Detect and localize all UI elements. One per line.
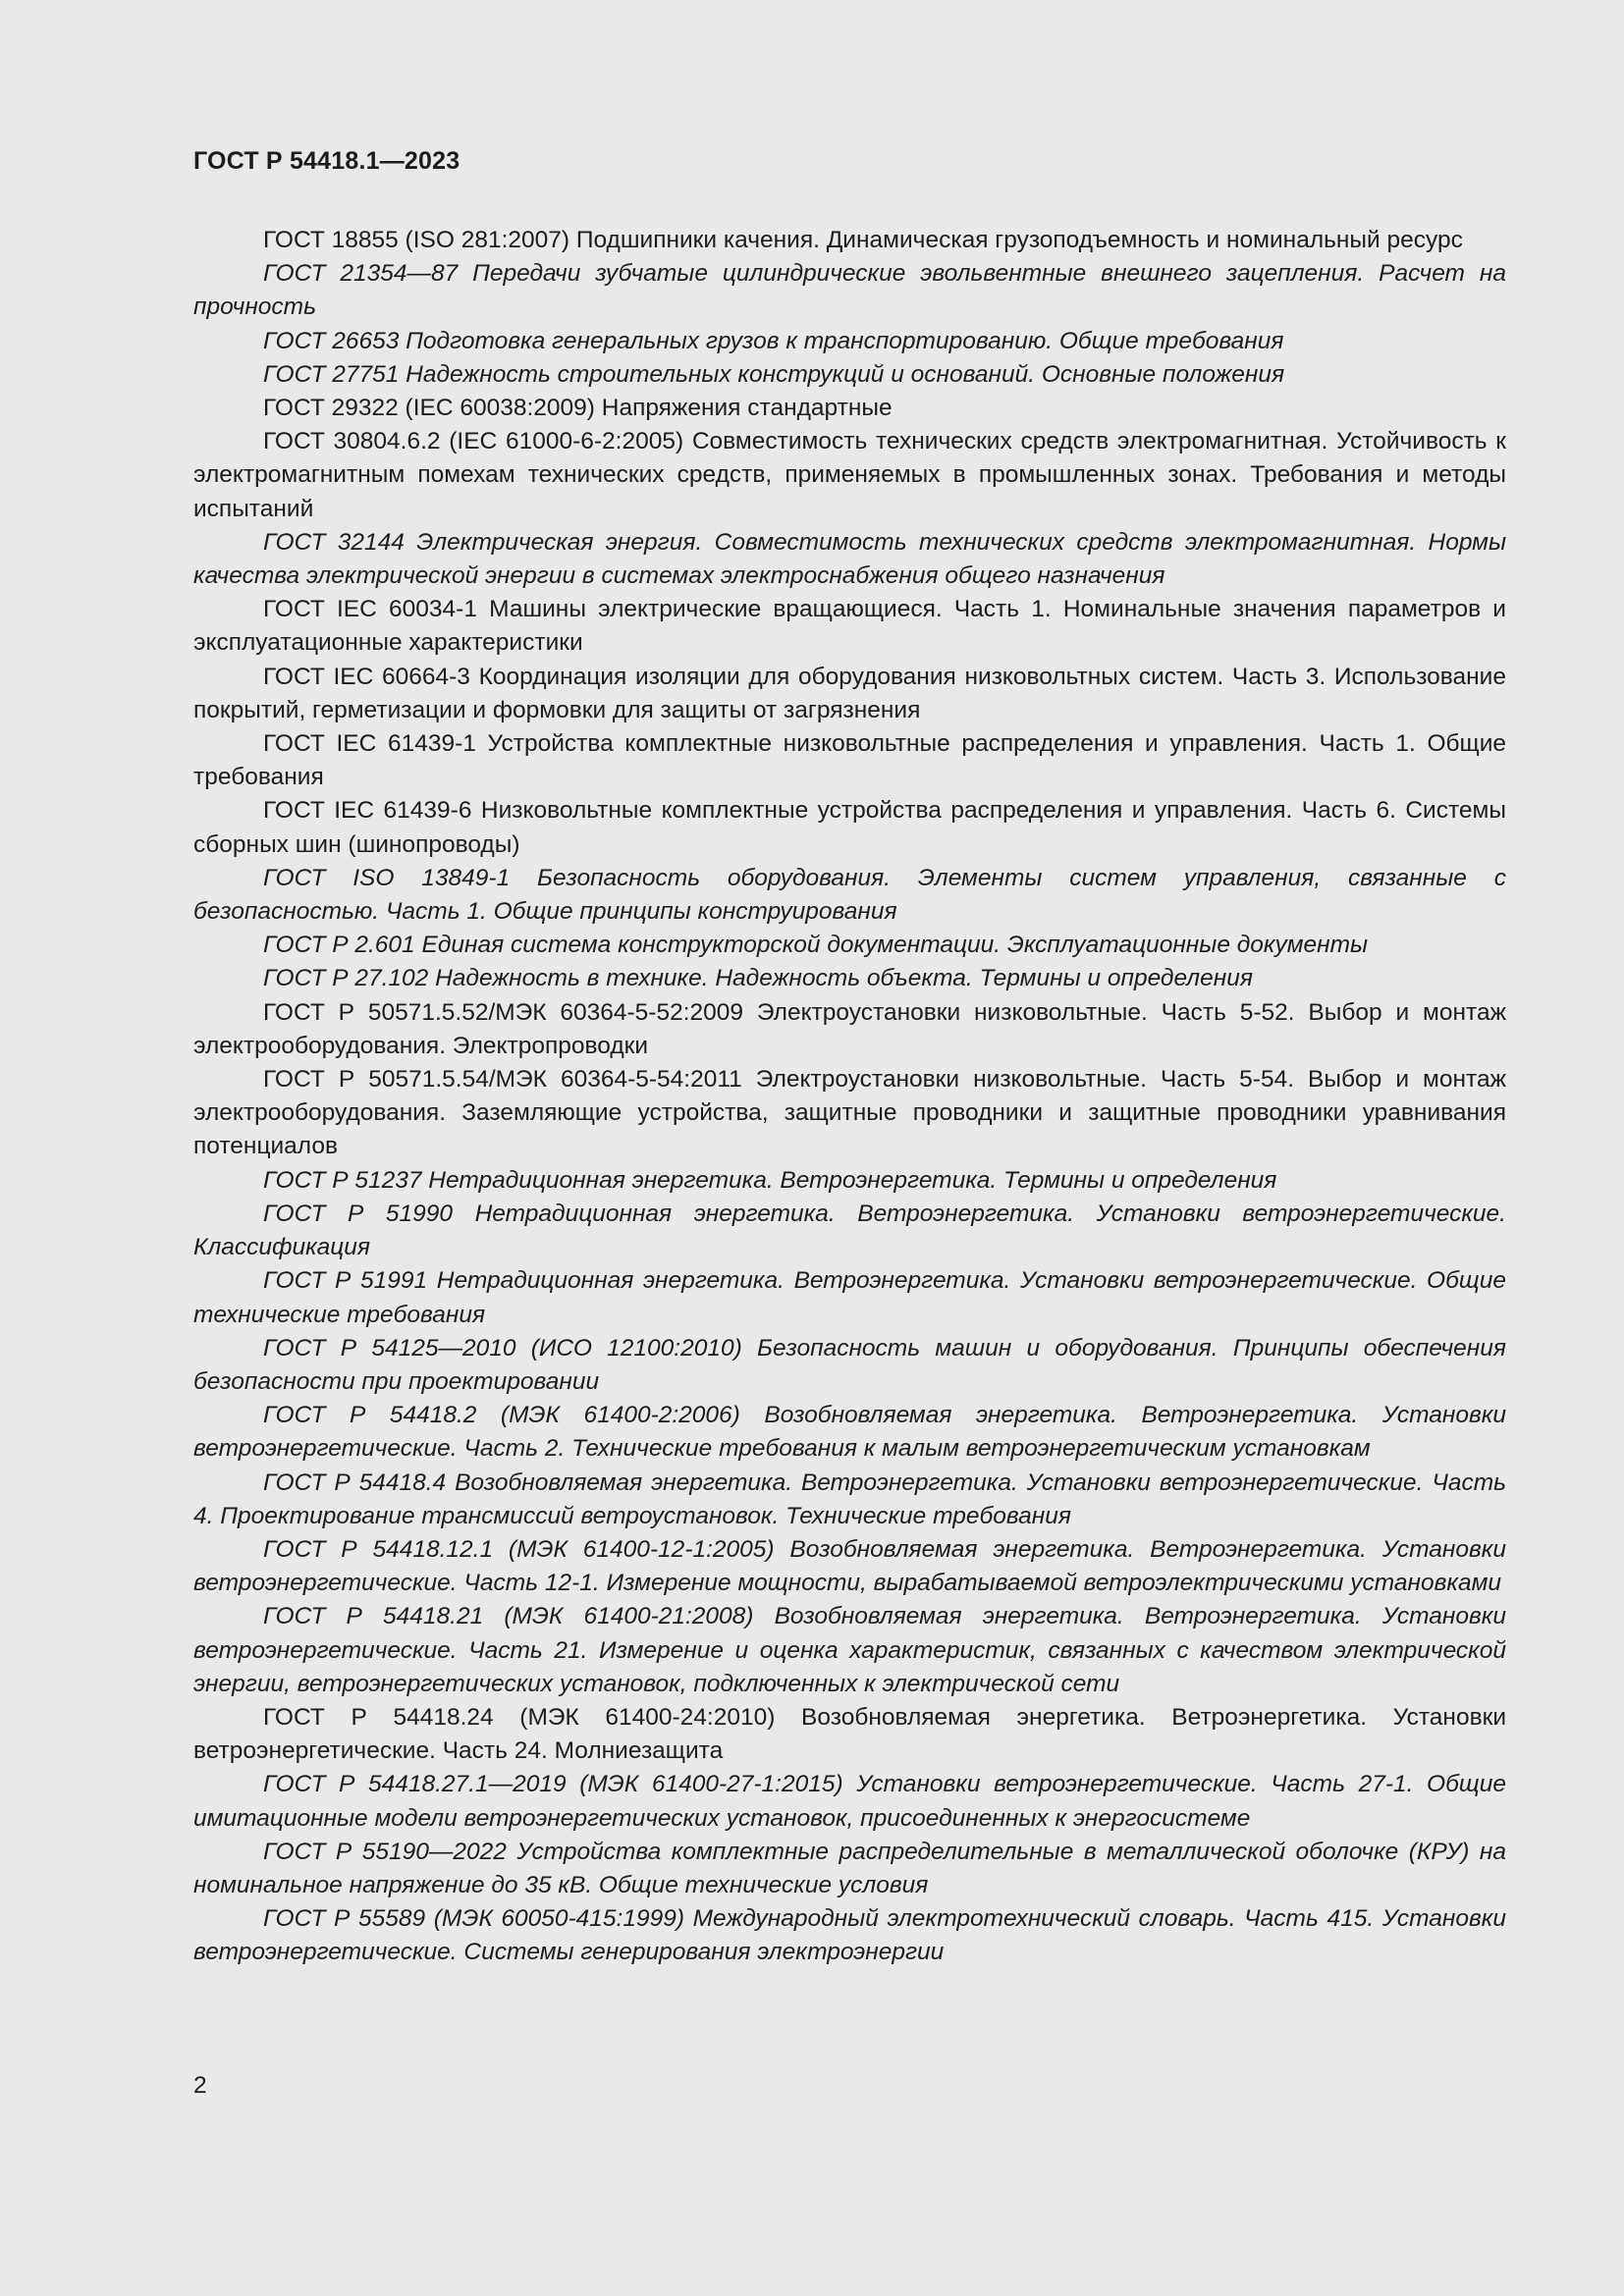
reference-item: ГОСТ 29322 (IEC 60038:2009) Напряжения стандартные — [263, 395, 893, 422]
reference-item: ГОСТ Р 54418.21 (МЭК 61400-21:2008) Возобновляемая энергетика. Ветроэнергетика. Установки ветроэнергетические. Часть 21. Измерение и оценка характеристик, связанных с качеством электрической энергии, ветроэнергетических установок, подключенных к электрической сети — [193, 1603, 1506, 1697]
reference-item: ГОСТ 27751 Надежность строительных конструкций и оснований. Основные положения — [263, 360, 1285, 388]
reference-item: ГОСТ Р 50571.5.54/МЭК 60364-5-54:2011 Электроустановки низковольтные. Часть 5-54. Выбор и монтаж электрооборудования. Заземляющие устройства, защитные проводники и защитные проводники уравнивания потенциалов — [193, 1066, 1506, 1160]
reference-item: ГОСТ Р 51237 Нетрадиционная энергетика. Ветроэнергетика. Термины и определения — [263, 1166, 1277, 1194]
reference-item: ГОСТ 32144 Электрическая энергия. Совместимость технических средств электромагнитная. Нормы качества электрической энергии в системах электроснабжения общего назначения — [193, 528, 1506, 590]
reference-item: ГОСТ IEC 61439-6 Низковольтные комплектные устройства распределения и управления. Часть 6. Системы сборных шин (шинопроводы) — [193, 797, 1506, 858]
reference-item: ГОСТ IEC 60664-3 Координация изоляции для оборудования низковольтных систем. Часть 3. Использование покрытий, герметизации и формовки для защиты от загрязнения — [193, 663, 1506, 723]
reference-item: ГОСТ ISO 13849-1 Безопасность оборудования. Элементы систем управления, связанные с безопасностью. Часть 1. Общие принципы конструирования — [193, 864, 1506, 926]
reference-item: ГОСТ Р 54418.4 Возобновляемая энергетика. Ветроэнергетика. Установки ветроэнергетические. Часть 4. Проектирование трансмиссий ветроустановок. Технические требования — [193, 1468, 1506, 1529]
reference-item: ГОСТ Р 55589 (МЭК 60050-415:1999) Международный электротехнический словарь. Часть 415. Установки ветроэнергетические. Системы генерирования электроэнергии — [193, 1905, 1506, 1966]
reference-item: ГОСТ 21354—87 Передачи зубчатые цилиндрические эвольвентные внешнего зацепления. Расчет на прочность — [193, 260, 1506, 321]
reference-item: ГОСТ Р 54418.12.1 (МЭК 61400-12-1:2005) Возобновляемая энергетика. Ветроэнергетика. Установки ветроэнергетические. Часть 12-1. Измерение мощности, вырабатываемой ветроэлектрическими установками — [193, 1535, 1506, 1597]
reference-item: ГОСТ Р 50571.5.52/МЭК 60364-5-52:2009 Электроустановки низковольтные. Часть 5-52. Выбор и монтаж электрооборудования. Электропроводки — [193, 998, 1506, 1059]
document-header: ГОСТ Р 54418.1—2023 — [193, 147, 460, 175]
reference-item: ГОСТ Р 27.102 Надежность в технике. Надежность объекта. Термины и определения — [263, 965, 1253, 992]
reference-item: ГОСТ Р 51990 Нетрадиционная энергетика. Ветроэнергетика. Установки ветроэнергетические. Классификация — [193, 1200, 1506, 1261]
reference-item: ГОСТ IEC 60034-1 Машины электрические вращающиеся. Часть 1. Номинальные значения параметров и эксплуатационные характеристики — [193, 596, 1506, 657]
reference-item: ГОСТ Р 54418.2 (МЭК 61400-2:2006) Возобновляемая энергетика. Ветроэнергетика. Установки ветроэнергетические. Часть 2. Технические требования к малым ветроэнергетическим установкам — [193, 1402, 1506, 1463]
page-number: 2 — [193, 2072, 207, 2099]
reference-item: ГОСТ 18855 (ISO 281:2007) Подшипники качения. Динамическая грузоподъемность и номинальный ресурс — [263, 227, 1463, 253]
reference-item: ГОСТ Р 51991 Нетрадиционная энергетика. Ветроэнергетика. Установки ветроэнергетические. Общие технические требования — [193, 1267, 1506, 1328]
reference-item: ГОСТ 26653 Подготовка генеральных грузов к транспортированию. Общие требования — [263, 327, 1284, 354]
reference-item: ГОСТ Р 54125—2010 (ИСО 12100:2010) Безопасность машин и оборудования. Принципы обеспечения безопасности при проектировании — [193, 1334, 1506, 1395]
reference-item: ГОСТ IEC 61439-1 Устройства комплектные низковольтные распределения и управления. Часть 1. Общие требования — [193, 730, 1506, 791]
reference-item: ГОСТ Р 2.601 Единая система конструкторской документации. Эксплуатационные документы — [263, 932, 1369, 959]
reference-item: ГОСТ Р 54418.27.1—2019 (МЭК 61400-27-1:2015) Установки ветроэнергетические. Часть 27-1. Общие имитационные модели ветроэнергетических установок, присоединенных к энергосистеме — [193, 1771, 1506, 1832]
reference-item: ГОСТ Р 55190—2022 Устройства комплектные распределительные в металлической оболочке (КРУ) на номинальное напряжение до 35 кВ. Общие технические условия — [193, 1838, 1506, 1898]
reference-item: ГОСТ 30804.6.2 (IEC 61000-6-2:2005) Совместимость технических средств электромагнитная. Устойчивость к электромагнитным помехам технических средств, применяемых в промышленных зонах. Требования и методы испытаний — [193, 428, 1506, 522]
normative-references-list — [193, 224, 1506, 1970]
reference-item: ГОСТ Р 54418.24 (МЭК 61400-24:2010) Возобновляемая энергетика. Ветроэнергетика. Установки ветроэнергетические. Часть 24. Молниезащита — [193, 1703, 1506, 1765]
